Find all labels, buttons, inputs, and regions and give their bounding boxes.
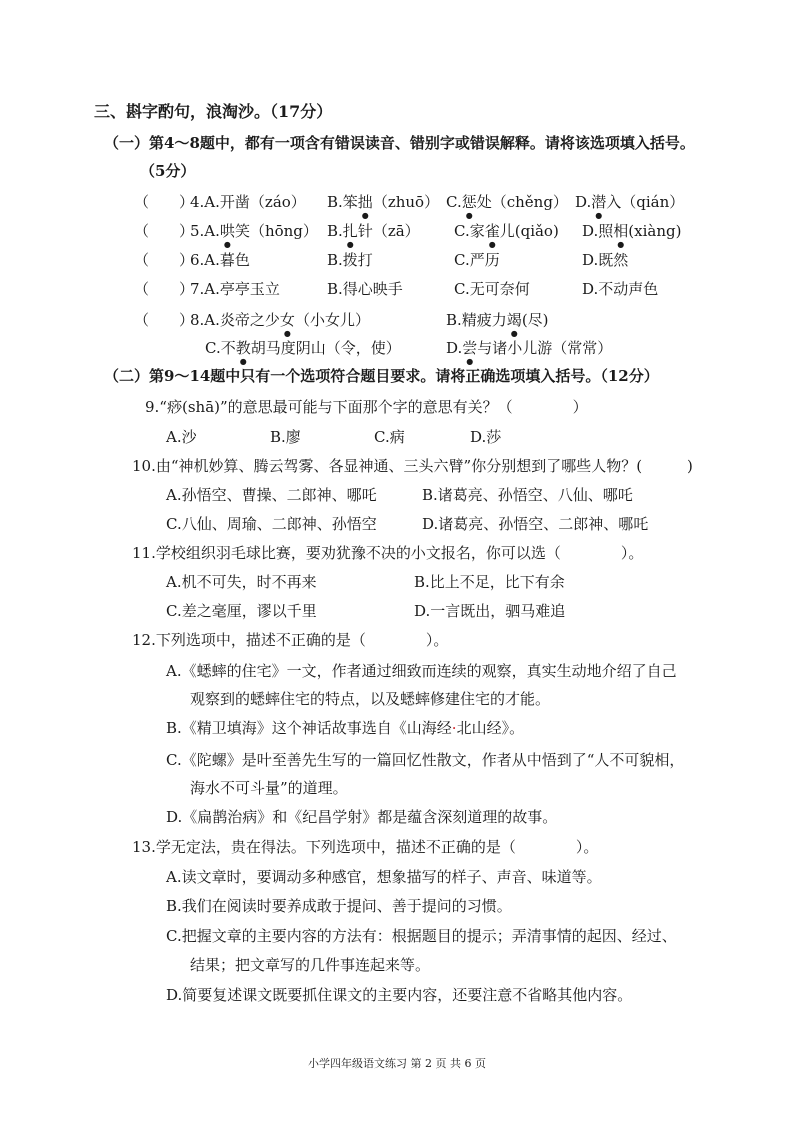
q6-option-d: D.既然: [582, 251, 629, 269]
answer-paren-q8: （ ）: [134, 311, 195, 329]
answer-paren-q4: （ ）: [134, 193, 195, 211]
q8-option-d: D.尝与诸小儿游（常常）: [446, 339, 613, 357]
q8-option-c: C.不教胡马度阴山（令，使）: [205, 339, 401, 357]
answer-paren-q6: （ ）: [134, 251, 195, 269]
q4-option-d: D.潜入（qián）: [575, 193, 685, 211]
q6-option-b: B.拨打: [327, 251, 373, 269]
q5-option-b: B.扎针（zā）: [327, 222, 420, 240]
q9-option-d: D.莎: [470, 428, 502, 446]
q7-option-a: 7.A.亭亭玉立: [190, 280, 280, 298]
q9-option-a: A.沙: [166, 428, 197, 446]
q11-option-a: A.机不可失，时不再来: [166, 573, 317, 591]
q12-option-d: D.《扁鹊治病》和《纪昌学射》都是蕴含深刻道理的故事。: [166, 808, 558, 826]
q13-option-c-cont: 结果；把文章写的几件事连起来等。: [190, 956, 431, 974]
q8-option-b: B.精疲力竭(尽): [446, 311, 549, 329]
page-footer: 小学四年级语文练习 第 2 页 共 6 页: [308, 1057, 486, 1070]
q12-option-a: A.《蟋蟀的住宅》一文，作者通过细致而连续的观察，真实生动地介绍了自己: [166, 662, 677, 680]
q5-option-c: C.家雀儿(qiǎo): [454, 222, 559, 240]
q13-option-d: D.简要复述课文既要抓住课文的主要内容，还要注意不省略其他内容。: [166, 986, 633, 1004]
q10-option-c: C.八仙、周瑜、二郎神、孙悟空: [166, 515, 377, 533]
q4-option-c: C.惩处（chěng）: [446, 193, 568, 211]
q4-option-b: B.笨拙（zhuō）: [327, 193, 440, 211]
q13-option-c: C.把握文章的主要内容的方法有：根据题目的提示；弄清事情的起因、经过、: [166, 927, 677, 945]
q4-option-a: 4.A.开凿（záo）: [190, 193, 306, 211]
q7-option-c: C.无可奈何: [454, 280, 530, 298]
section-title: 三、斟字酌句，浪淘沙。（17分）: [94, 102, 333, 121]
q12-stem: 12.下列选项中，描述不正确的是（ ）。: [132, 631, 449, 649]
q6-option-a: 6.A.暮色: [190, 251, 250, 269]
q9-option-c: C.病: [374, 428, 405, 446]
q11-option-b: B.比上不足，比下有余: [414, 573, 565, 591]
q11-option-c: C.差之毫厘，谬以千里: [166, 602, 317, 620]
q10-option-b: B.诸葛亮、孙悟空、八仙、哪吒: [422, 486, 633, 504]
answer-paren-q7: （ ）: [134, 280, 195, 298]
q13-stem: 13.学无定法，贵在得法。下列选项中，描述不正确的是（ ）。: [132, 838, 599, 856]
part1-score: （5分）: [140, 162, 196, 180]
answer-paren-q5: （ ）: [134, 222, 195, 240]
q8-option-a: 8.A.炎帝之少女（小女儿）: [190, 311, 370, 329]
q10-stem: 10.由“神机妙算、腾云驾雾、各显神通、三头六臂”你分别想到了哪些人物？( ): [132, 457, 693, 475]
q9-stem: 9.“痧(shā)”的意思最可能与下面那个字的意思有关？（ ）: [145, 398, 588, 416]
q11-stem: 11.学校组织羽毛球比赛，要劝犹豫不决的小文报名，你可以选（ ）。: [132, 544, 644, 562]
q10-option-d: D.诸葛亮、孙悟空、二郎神、哪吒: [422, 515, 649, 533]
q7-option-d: D.不动声色: [582, 280, 659, 298]
part1-instruction: （一）第4～8题中，都有一项含有错误读音、错别字或错误解释。请将该选项填入括号。: [104, 134, 695, 152]
red-middle-dot: ·: [451, 719, 457, 737]
q5-option-d: D.照相(xiàng): [582, 222, 682, 240]
q12-option-c-cont: 海水不可斗量”的道理。: [190, 779, 348, 797]
q6-option-c: C.严历: [454, 251, 500, 269]
q10-option-a: A.孙悟空、曹操、二郎神、哪吒: [166, 486, 377, 504]
q13-option-a: A.读文章时，要调动多种感官，想象描写的样子、声音、味道等。: [166, 868, 602, 886]
q12-option-b: B.《精卫填海》这个神话故事选自《山海经·北山经》。: [166, 719, 525, 737]
q11-option-d: D.一言既出，驷马难追: [414, 602, 566, 620]
q5-option-a: 5.A.哄笑（hōng）: [190, 222, 318, 240]
part2-instruction: （二）第9～14题中只有一个选项符合题目要求。请将正确选项填入括号。（12分）: [104, 367, 659, 385]
q13-option-b: B.我们在阅读时要养成敢于提问、善于提问的习惯。: [166, 897, 512, 915]
q12-option-a-cont: 观察到的蟋蟀住宅的特点，以及蟋蟀修建住宅的才能。: [190, 690, 551, 708]
q12-option-c: C.《陀螺》是叶至善先生写的一篇回忆性散文，作者从中悟到了“人不可貌相，: [166, 751, 685, 769]
q7-option-b: B.得心映手: [327, 280, 403, 298]
q9-option-b: B.廖: [270, 428, 301, 446]
